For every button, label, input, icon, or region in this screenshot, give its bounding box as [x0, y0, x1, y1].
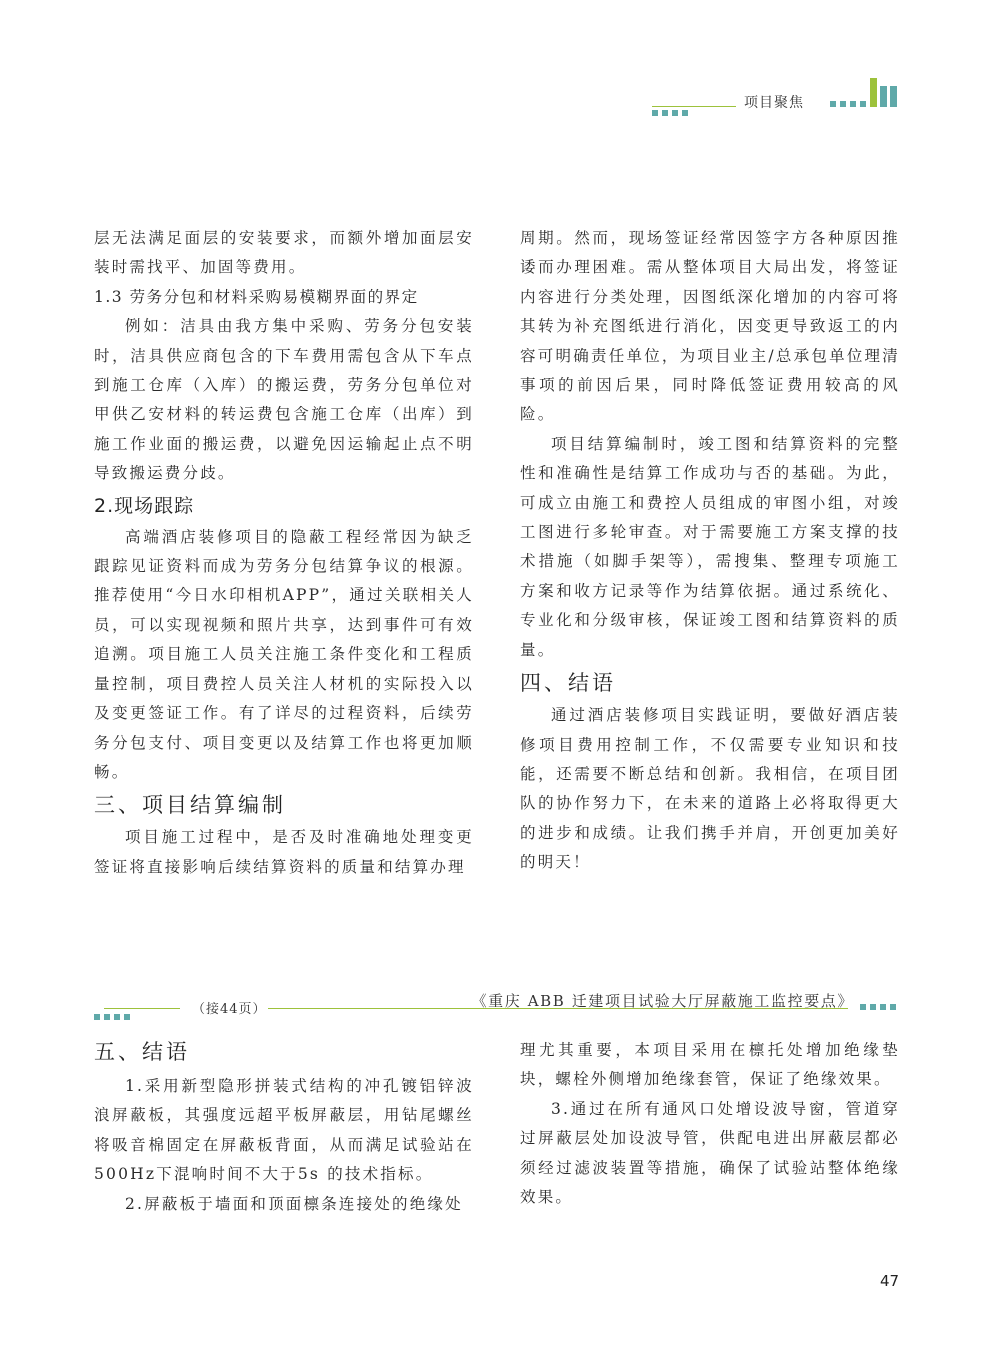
divider-rule-short	[104, 1008, 180, 1009]
header-bar-5	[870, 78, 877, 107]
bottom-right-column	[520, 1036, 900, 1212]
paragraph: 高端酒店装修项目的隐蔽工程经常因为缺乏跟踪见证资料而成为劳务分包结算争议的根源。推荐使用“今日水印相机APP”，通过关联相关人员，可以实现视频和照片共享，达到事件可有效追溯。项目施工人员关注施工条件变化和工程质量控制，项目费控人员关注人材机的实际投入以及变更签证工作。有了详尽的过程资料，后续劳务分包支付、项目变更以及结算工作也将更加顺畅。	[94, 527, 474, 781]
paragraph: 理尤其重要，本项目采用在檩托处增加绝缘垫块，螺栓外侧增加绝缘套管，保证了绝缘效果。	[520, 1041, 900, 1089]
header-bar-1	[830, 101, 836, 107]
paragraph: 层无法满足面层的安装要求，而额外增加面层安装时需找平、加固等费用。	[94, 229, 474, 277]
paragraph: 周期。然而，现场签证经常因签字方各种原因推诿而办理困难。需从整体项目大局出发，将签证内容进行分类处理，因图纸深化增加的内容可将其转为补充图纸进行消化，因变更导致返工的内容可明确责任单位，为项目业主/总承包单位理清事项的前因后果，同时降低签证费用较高的风险。	[520, 229, 900, 424]
paragraph: 项目结算编制时，竣工图和结算资料的完整性和准确性是结算工作成功与否的基础。为此，可成立由施工和费控人员组成的审图小组，对竣工图进行多轮审查。对于需要施工方案支撑的技术措施（如脚手架等），需搜集、整理专项施工方案和收方记录等作为结算依据。通过系统化、专业化和分级审核，保证竣工图和结算资料的质量。	[520, 434, 900, 659]
divider-square	[104, 1014, 110, 1020]
divider-square	[870, 1004, 876, 1010]
divider-square	[124, 1014, 130, 1020]
section-title: 项目聚焦	[744, 95, 804, 111]
bottom-left-column	[94, 1034, 474, 1219]
header-square-3	[672, 110, 678, 116]
article-title: 《重庆 ABB 迁建项目试验大厅屏蔽施工监控要点》	[471, 992, 854, 1010]
divider-square	[114, 1014, 120, 1020]
header-square-4	[682, 110, 688, 116]
page-number: 47	[880, 1272, 900, 1290]
header-bar-7	[890, 86, 897, 107]
divider-square	[860, 1004, 866, 1010]
paragraph: 3.通过在所有通风口处增设波导窗，管道穿过屏蔽层处加设波导管，供配电进出屏蔽层都必须经过滤波装置等措施，确保了试验站整体绝缘效果。	[520, 1099, 900, 1207]
divider-square	[880, 1004, 886, 1010]
left-column	[94, 224, 474, 882]
divider-square	[94, 1014, 100, 1020]
header-bar-6	[880, 86, 887, 107]
heading-2: 2.现场跟踪	[94, 494, 195, 517]
paragraph: 2.屏蔽板于墙面和顶面檩条连接处的绝缘处	[125, 1194, 463, 1213]
header-square-2	[662, 110, 668, 116]
header-rule	[652, 106, 736, 107]
paragraph: 例如：洁具由我方集中采购、劳务分包安装时，洁具供应商包含的下车费用需包含从下车点到施工仓库（入库）的搬运费，劳务分包单位对甲供乙安材料的转运费包含施工仓库（出库）到施工作业面的搬运费，以避免因运输起止点不明导致搬运费分歧。	[94, 317, 474, 483]
header-bar-3	[850, 101, 856, 107]
heading-section-3: 三、项目结算编制	[94, 793, 286, 818]
continued-from-label: （接44页）	[192, 1002, 267, 1017]
right-column	[520, 224, 900, 878]
heading-section-5: 五、结语	[94, 1040, 190, 1064]
paragraph: 项目施工过程中，是否及时准确地处理变更签证将直接影响后续结算资料的质量和结算办理	[94, 828, 474, 876]
divider-square	[890, 1004, 896, 1010]
heading-section-4: 四、结语	[520, 671, 616, 696]
subheading-1-3: 1.3 劳务分包和材料采购易模糊界面的界定	[94, 287, 419, 306]
header-square-1	[652, 110, 658, 116]
header-bar-4	[860, 101, 866, 107]
paragraph: 1.采用新型隐形拼装式结构的冲孔镀铝锌波浪屏蔽板，其强度远超平板屏蔽层，用钻尾螺丝将吸音棉固定在屏蔽板背面，从而满足试验站在500Hz下混响时间不大于5s 的技术指标。	[94, 1077, 474, 1184]
paragraph: 通过酒店装修项目实践证明，要做好酒店装修项目费用控制工作，不仅需要专业知识和技能，还需要不断总结和创新。我相信，在项目团队的协作努力下，在未来的道路上必将取得更大的进步和成绩。让我们携手并肩，开创更加美好的明天！	[520, 706, 900, 872]
header-bar-2	[840, 101, 846, 107]
